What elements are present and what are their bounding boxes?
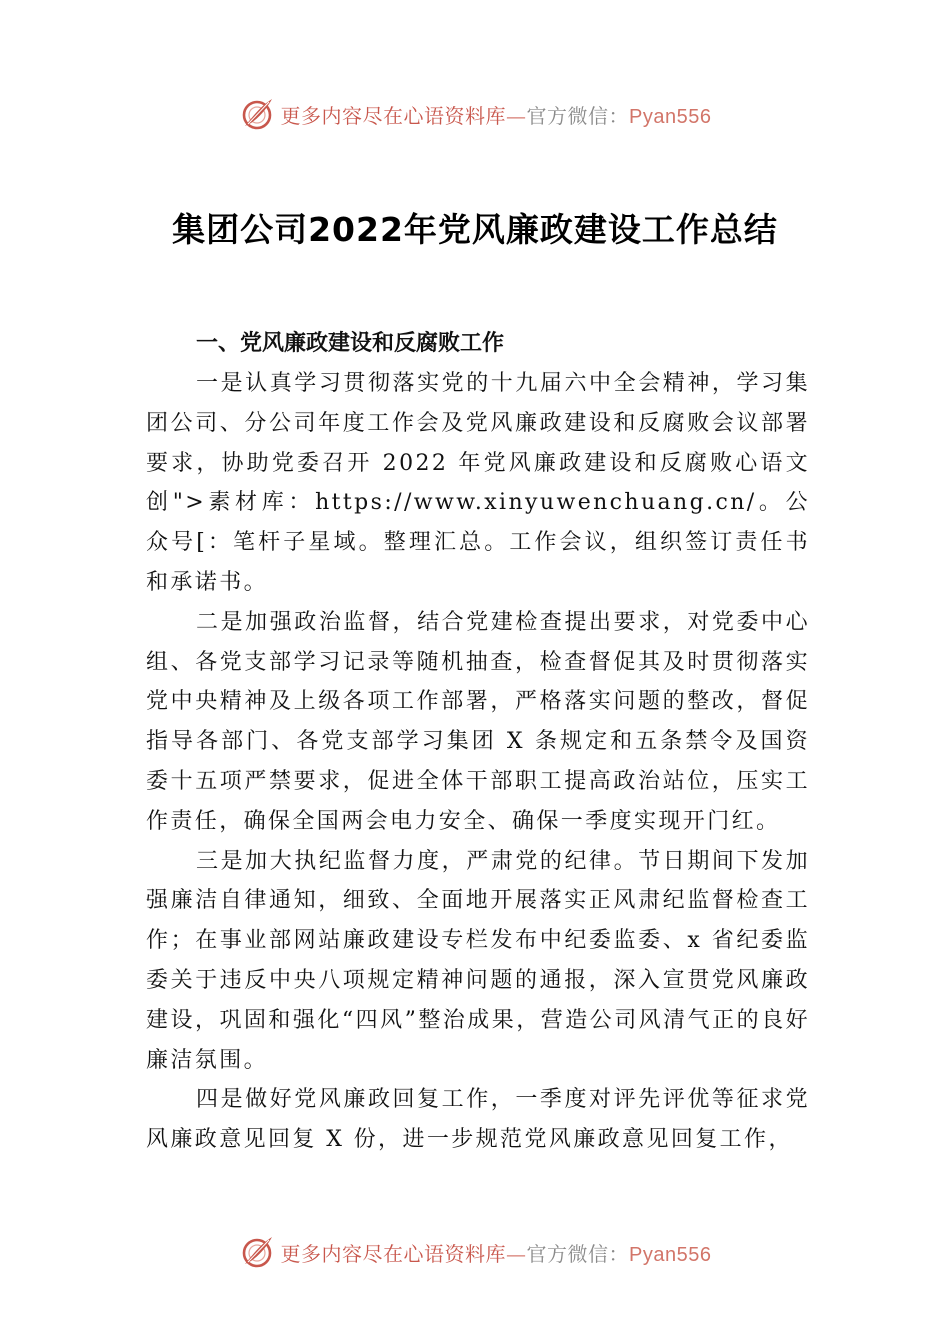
section-heading: 一、党风廉政建设和反腐败工作: [196, 331, 505, 356]
watermark-text: 更多内容尽在心语资料库—官方微信：Pyan556: [280, 103, 712, 128]
feather-pen-logo-icon: [239, 1234, 275, 1270]
paragraph-4: 四是做好党风廉政回复工作，一季度对评先评优等征求党风廉政意见回复 X 份，进一步规范党风廉政意见回复工作，: [146, 1087, 810, 1153]
document-title: 集团公司2022年党风廉政建设工作总结: [172, 210, 778, 249]
paragraph-2: 二是加强政治监督，结合党建检查提出要求，对党委中心组、各党支部学习记录等随机抽查，检查督促其及时贯彻落实党中央精神及上级各项工作部署，严格落实问题的整改，督促指导各部门、各党支部学习集团 X 条规定和五条禁令及国资委十五项严禁要求，促进全体干部职工提高政治站位，压实工作责任，确保全国两会电力安全、确保一季度实现开门红。: [146, 609, 810, 834]
wechat-id: Pyan556: [629, 105, 712, 128]
feather-pen-logo-icon: [239, 96, 275, 132]
paragraph-3: 三是加大执纪监督力度，严肃党的纪律。节日期间下发加强廉洁自律通知，细致、全面地开展落实正风肃纪监督检查工作；在事业部网站廉政建设专栏发布中纪委监委、x 省纪委监委关于违反中央八项规定精神问题的通报，深入宣贯党风廉政建设，巩固和强化“四风”整治成果，营造公司风清气正的良好廉洁氛围。: [146, 848, 810, 1073]
document-body: [146, 324, 810, 1160]
wechat-id: Pyan556: [629, 1243, 712, 1266]
paragraph-1: 一是认真学习贯彻落实党的十九届六中全会精神，学习集团公司、分公司年度工作会及党风廉政建设和反腐败会议部署要求，协助党委召开 2022 年党风廉政建设和反腐败心语文创">素材库：https://www.xinyuwenchuang.cn/。公众号[：笔杆子星域。整理汇总。工作会议，组织签订责任书和承诺书。: [146, 371, 810, 595]
watermark-text: 更多内容尽在心语资料库—官方微信：Pyan556: [280, 1241, 712, 1266]
header-watermark: [0, 94, 950, 134]
footer-watermark: [0, 1232, 950, 1272]
